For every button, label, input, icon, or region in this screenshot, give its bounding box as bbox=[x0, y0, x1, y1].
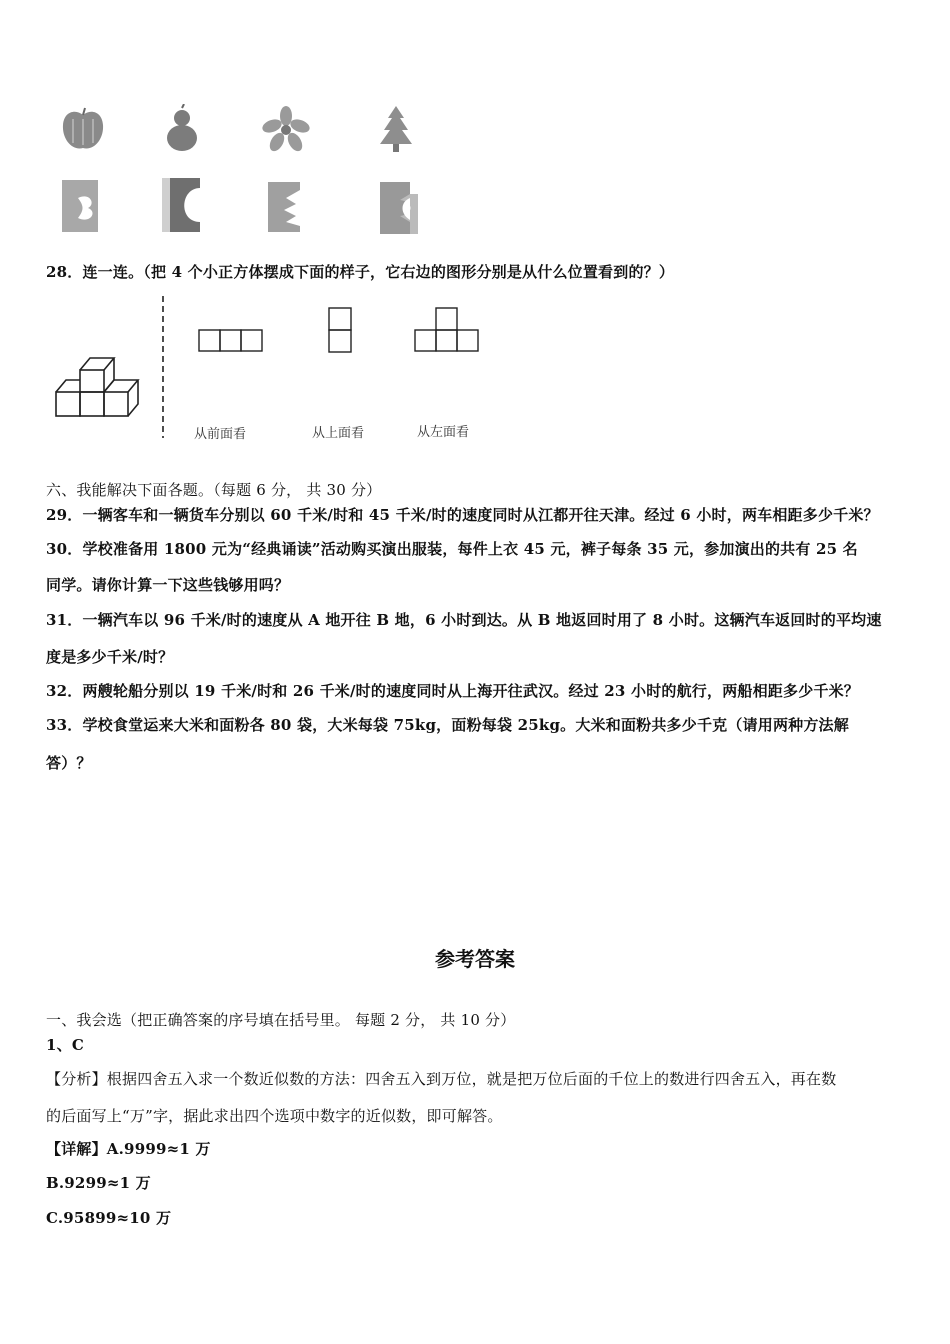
question-31-line-1: 31．一辆汽车以 96 千米/时的速度从 A 地开往 B 地，6 小时到达。从 B 地返回时用了 8 小时。这辆汽车返回时的平均速 bbox=[46, 611, 882, 629]
answer-1: 1、C bbox=[46, 1036, 84, 1054]
question-33-line-1: 33．学校食堂运来大米和面粉各 80 袋，大米每袋 75kg，面粉每袋 25kg。大米和面粉共多少千克（请用两种方法解 bbox=[46, 716, 849, 734]
section-6-heading: 六、我能解决下面各题。（每题 6 分， 共 30 分） bbox=[46, 481, 382, 499]
detail-c: C.95899≈10 万 bbox=[46, 1209, 172, 1227]
label-front-view: 从前面看 bbox=[194, 427, 247, 442]
label-top-view: 从上面看 bbox=[312, 426, 365, 441]
detail-b: B.9299≈1 万 bbox=[46, 1174, 151, 1192]
cutout-card-1 bbox=[60, 178, 104, 234]
question-33-line-2: 答）？ bbox=[46, 754, 92, 772]
cutout-card-4 bbox=[378, 180, 422, 236]
front-view-diagram bbox=[198, 329, 266, 353]
cutout-card-3 bbox=[266, 180, 310, 234]
left-view-diagram bbox=[414, 307, 482, 353]
answers-title: 参考答案 bbox=[435, 947, 515, 971]
tree-silhouette-icon bbox=[374, 104, 418, 154]
analysis-line-2: 的后面写上“万”字，据此求出四个选项中数字的近似数，即可解答。 bbox=[46, 1107, 503, 1125]
question-31-line-2: 度是多少千米/时？ bbox=[46, 648, 174, 666]
question-29: 29．一辆客车和一辆货车分别以 60 千米/时和 45 千米/时的速度同时从江都开往天津。经过 6 小时，两车相距多少千米？ bbox=[46, 506, 879, 524]
question-32: 32．两艘轮船分别以 19 千米/时和 26 千米/时的速度同时从上海开往武汉。经过 23 小时的航行，两船相距多少千米？ bbox=[46, 682, 859, 700]
apple-silhouette-icon bbox=[58, 105, 108, 153]
question-30-line-2: 同学。请你计算一下这些钱够用吗？ bbox=[46, 576, 290, 594]
cutout-card-2 bbox=[160, 176, 204, 234]
dashed-divider bbox=[161, 296, 165, 438]
question-30-line-1: 30．学校准备用 1800 元为“经典诵读”活动购买演出服装，每件上衣 45 元，裤子每条 35 元，参加演出的共有 25 名 bbox=[46, 540, 858, 558]
detail-a: 【详解】A.9999≈1 万 bbox=[46, 1140, 211, 1158]
label-left-view: 从左面看 bbox=[417, 425, 470, 440]
cube-stack-figure bbox=[50, 350, 150, 425]
top-view-diagram bbox=[328, 307, 354, 353]
flower-silhouette-icon bbox=[262, 106, 310, 152]
gourd-silhouette-icon bbox=[160, 104, 204, 154]
analysis-line-1: 【分析】根据四舍五入求一个数近似数的方法：四舍五入到万位，就是把万位后面的千位上的数进行四舍五入，再在数 bbox=[46, 1070, 837, 1088]
question-28: 28．连一连。（把 4 个小正方体摆成下面的样子，它右边的图形分别是从什么位置看到的？） bbox=[46, 263, 675, 281]
answers-section-heading: 一、我会选（把正确答案的序号填在括号里。 每题 2 分， 共 10 分） bbox=[46, 1011, 516, 1029]
